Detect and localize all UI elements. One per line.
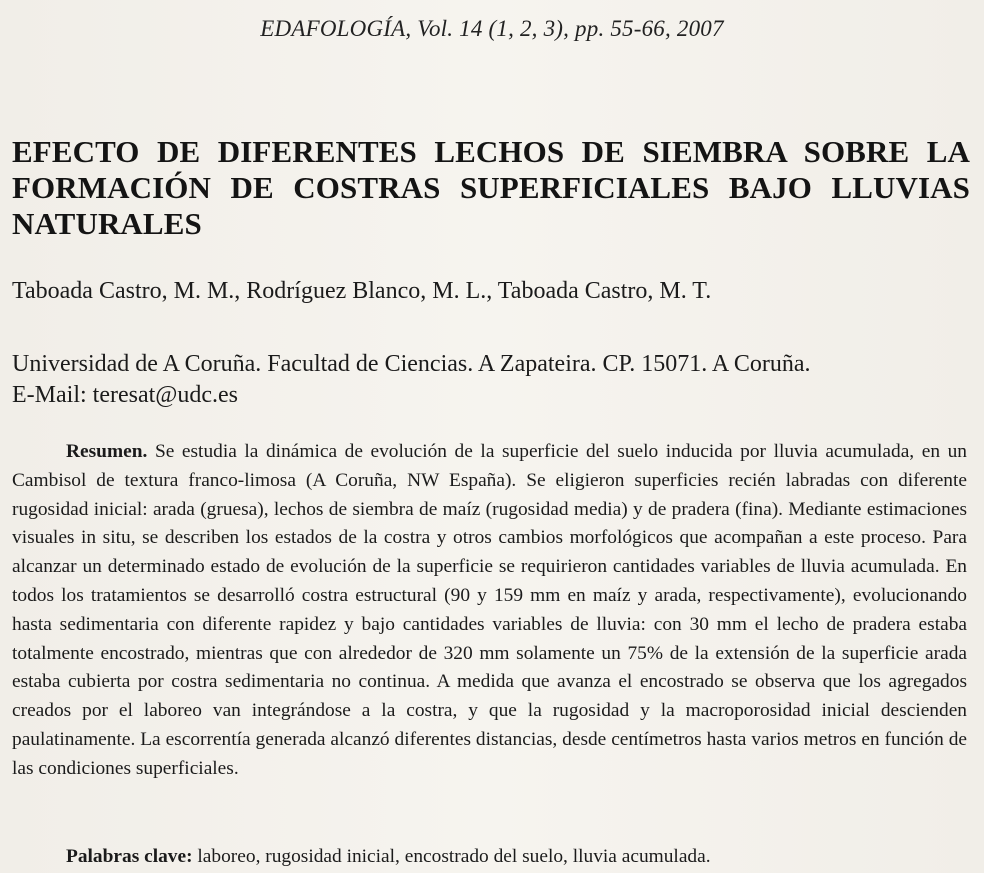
authors: Taboada Castro, M. M., Rodríguez Blanco, M. L., Taboada Castro, M. T. (12, 278, 712, 304)
keywords (12, 843, 967, 871)
journal-header: EDAFOLOGÍA, Vol. 14 (1, 2, 3), pp. 55-66, 2007 (260, 16, 724, 41)
affiliation-email: E-Mail: teresat@udc.es (12, 382, 239, 408)
abstract-label: Resumen. (66, 441, 148, 462)
affiliation-institution: Universidad de A Coruña. Facultad de Ciencias. A Zapateira. CP. 15071. A Coruña. (12, 351, 811, 377)
keywords-text: laboreo, rugosidad inicial, encostrado del suelo, lluvia acumulada. (197, 846, 711, 867)
abstract (12, 438, 967, 784)
keywords-label: Palabras clave: (66, 846, 193, 867)
abstract-paragraph (12, 438, 967, 784)
affiliation (12, 349, 811, 411)
abstract-text: Se estudia la dinámica de evolución de la superficie del suelo inducida por lluvia acumulada, en un Cambisol de textura franco-limosa (A Coruña, NW España). Se eligieron superficies recién labradas con diferente rugosidad inicial: arada (gruesa), lechos de siembra de maíz (rugosidad media) y de pradera (fina). Mediante estimaciones visuales in situ, se describen los estados de la costra y otros cambios morfológicos que acompañan a este proceso. Para alcanzar un determinado estado de evolución de la superficie se requirieron cantidades variables de lluvia acumulada. En todos los tratamientos se desarrolló costra estructural (90 y 159 mm en maíz y arada, respectivamente), evolucionando hasta sedimentaria con diferente rapidez y bajo cantidades variables de lluvia: con 30 mm el lecho de pradera estaba totalmente encostrado, mientras que con alrededor de 320 mm solamente un 75% de la extensión de la superficie arada estaba cubierta por costra sedimentaria no continua. A medida que avanza el encostrado se observa que los agregados creados por el laboreo van integrándose a la costra, y que la rugosidad y la macroporosidad inicial descienden paulatinamente. La escorrentía generada alcanzó diferentes distancias, desde centímetros hasta varios metros en función de las condiciones superficiales. (12, 441, 967, 779)
paper-title: EFECTO DE DIFERENTES LECHOS DE SIEMBRA SOBRE LA FORMACIÓN DE COSTRAS SUPERFICIALES BAJO LLUVIAS NATURALES (12, 134, 970, 241)
